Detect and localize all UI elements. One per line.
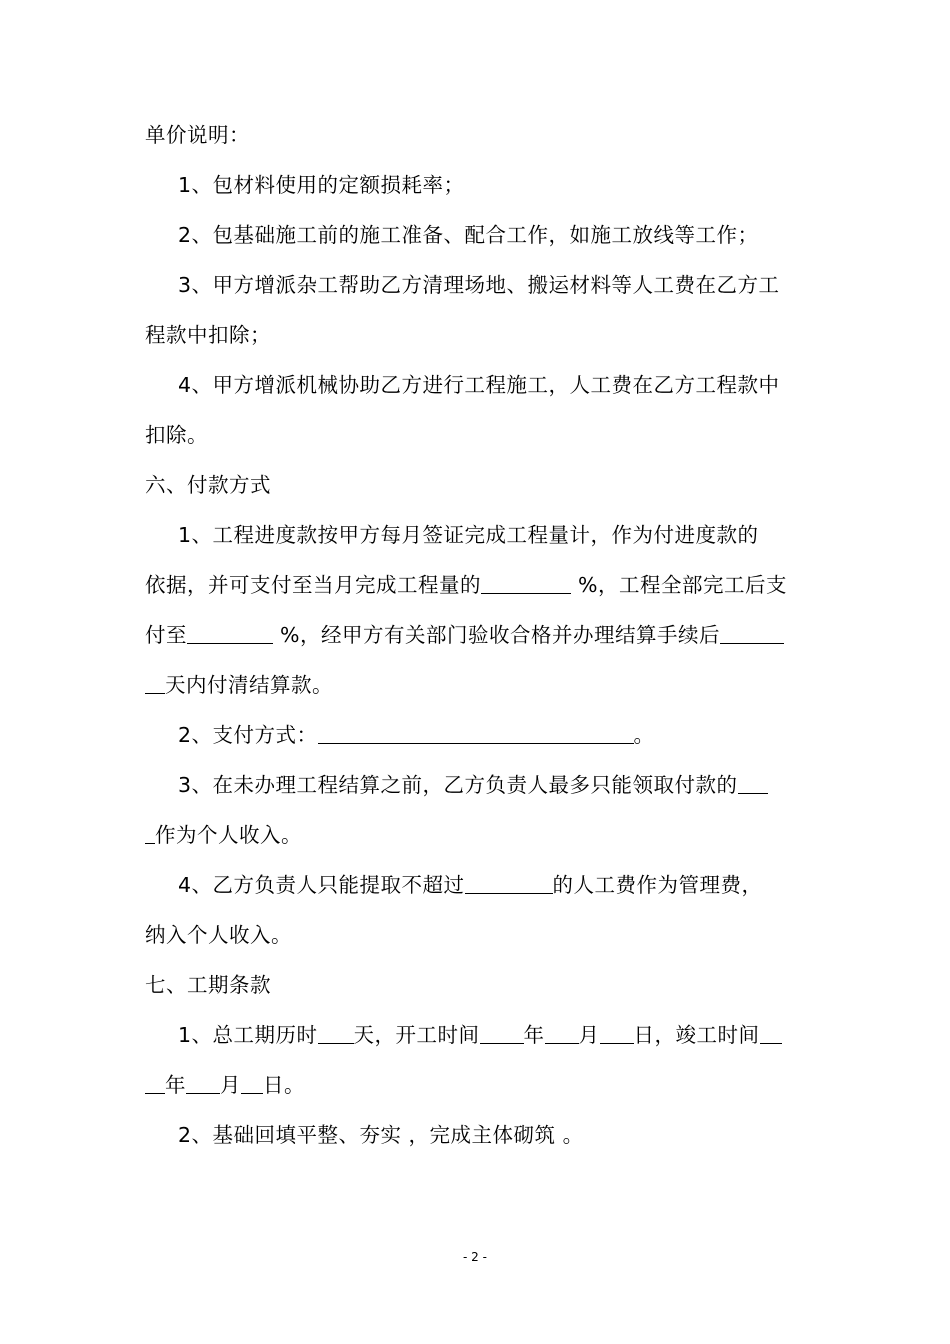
blank-end-year-a[interactable] — [760, 1021, 782, 1044]
payment-para-2 — [178, 718, 848, 752]
payment-para-3-text-b: 作为个人收入。 — [155, 823, 302, 847]
payment-para-3-line-2 — [145, 818, 815, 852]
payment-para-1-text-d: %，经甲方有关部门验收合格并办理结算手续后 — [273, 623, 720, 647]
blank-completion-percent[interactable] — [187, 621, 273, 644]
blank-payment-method[interactable] — [318, 721, 634, 744]
schedule-end-month-label: 月 — [220, 1073, 241, 1097]
payment-para-1-line-3 — [145, 618, 815, 652]
blank-end-day[interactable] — [241, 1071, 263, 1094]
unit-price-item-3-cont: 程款中扣除； — [145, 323, 271, 347]
blank-start-month[interactable] — [545, 1021, 579, 1044]
blank-end-year-b[interactable] — [145, 1071, 165, 1094]
payment-para-1-text-c: 付至 — [145, 623, 187, 647]
payment-method-end: 。 — [633, 723, 655, 747]
payment-para-1-text-a: 依据，并可支付至当月完成工程量的 — [145, 573, 481, 597]
blank-management-fee[interactable] — [465, 871, 553, 894]
schedule-para-2: 2、基础回填平整、夯实 ，完成主体砌筑 。 — [178, 1123, 584, 1147]
payment-para-1-text-b: %，工程全部完工后支 — [571, 573, 787, 597]
payment-para-1-line-2 — [145, 568, 815, 602]
blank-settlement-days-a[interactable] — [720, 621, 784, 644]
blank-total-days[interactable] — [318, 1021, 354, 1044]
blank-max-payment-a[interactable] — [738, 771, 768, 794]
schedule-end-year-label: 年 — [165, 1073, 186, 1097]
schedule-end-day-label: 日。 — [263, 1073, 305, 1097]
payment-para-3-text-a: 3、在未办理工程结算之前，乙方负责人最多只能领取付款的 — [178, 773, 738, 797]
page-number: - 2 - — [463, 1250, 487, 1264]
unit-price-item-4: 4、甲方增派机械协助乙方进行工程施工，人工费在乙方工程款中 — [178, 373, 780, 397]
schedule-para-1-line-1 — [178, 1018, 848, 1052]
payment-para-1-line-1: 1、工程进度款按甲方每月签证完成工程量计，作为付进度款的 — [178, 523, 759, 547]
unit-price-heading: 单价说明： — [145, 123, 250, 147]
schedule-month-label: 月 — [578, 1023, 600, 1047]
section-6-title: 六、付款方式 — [145, 473, 271, 497]
payment-para-4-text-b: 的人工费作为管理费， — [552, 873, 763, 897]
unit-price-item-1: 1、包材料使用的定额损耗率； — [178, 173, 465, 197]
blank-settlement-days-b[interactable] — [145, 671, 165, 694]
blank-start-year[interactable] — [480, 1021, 524, 1044]
payment-method-label: 2、支付方式： — [178, 723, 318, 747]
payment-para-4-text-a: 4、乙方负责人只能提取不超过 — [178, 873, 465, 897]
unit-price-item-3: 3、甲方增派杂工帮助乙方清理场地、搬运材料等人工费在乙方工 — [178, 273, 780, 297]
payment-para-4-line-2: 纳入个人收入。 — [145, 923, 292, 947]
unit-price-item-2: 2、包基础施工前的施工准备、配合工作，如施工放线等工作； — [178, 223, 759, 247]
section-7-title: 七、工期条款 — [145, 973, 271, 997]
blank-progress-percent[interactable] — [481, 571, 571, 594]
payment-para-1-text-e: 天内付清结算款。 — [165, 673, 333, 697]
schedule-para-1-line-2 — [145, 1068, 815, 1102]
blank-start-day[interactable] — [600, 1021, 634, 1044]
blank-max-payment-b[interactable] — [145, 821, 155, 844]
schedule-year-label: 年 — [523, 1023, 545, 1047]
blank-end-month[interactable] — [186, 1071, 220, 1094]
payment-para-1-line-4 — [145, 668, 815, 702]
schedule-text-b: 天，开工时间 — [353, 1023, 480, 1047]
unit-price-item-4-cont: 扣除。 — [145, 423, 208, 447]
schedule-text-a: 1、总工期历时 — [178, 1023, 318, 1047]
payment-para-4-line-1 — [178, 868, 848, 902]
schedule-day-label: 日，竣工时间 — [633, 1023, 760, 1047]
payment-para-3-line-1 — [178, 768, 848, 802]
